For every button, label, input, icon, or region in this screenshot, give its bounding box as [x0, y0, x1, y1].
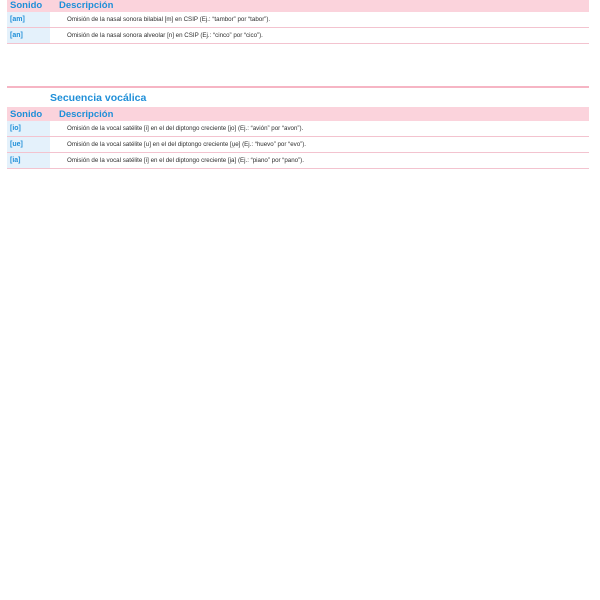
- section-title: Secuencia vocálica: [50, 92, 147, 104]
- table-row: [7, 153, 589, 169]
- table-vowel-sequence: [7, 107, 589, 169]
- description-column-header: Descripción: [50, 107, 589, 121]
- table-header-row: [7, 107, 589, 121]
- table-row: [7, 28, 589, 44]
- table-row: [7, 12, 589, 28]
- sound-cell: [an]: [7, 28, 50, 44]
- table-row: [7, 137, 589, 153]
- table-header-row: [7, 0, 589, 12]
- sound-cell: [ia]: [7, 153, 50, 169]
- sound-cell: [am]: [7, 12, 50, 28]
- sound-column-header: Sonido: [7, 0, 50, 12]
- description-cell: Omisión de la vocal satélite [i] en el del diptongo creciente [i̯o] (Ej.: “avión” por “avon”).: [50, 121, 589, 137]
- description-cell: Omisión de la nasal sonora alveolar [n] en CSIP (Ej.: “cinco” por “cico”).: [50, 28, 589, 44]
- sound-cell: [ue]: [7, 137, 50, 153]
- description-cell: Omisión de la vocal satélite [u] en el del diptongo creciente [u̯e] (Ej.: “huevo” por “evo”).: [50, 137, 589, 153]
- section-divider: [7, 86, 589, 88]
- description-column-header: Descripción: [50, 0, 589, 12]
- sound-column-header: Sonido: [7, 107, 50, 121]
- description-cell: Omisión de la nasal sonora bilabial [m] en CSIP (Ej.: “tambor” por “tabor”).: [50, 12, 589, 28]
- description-cell: Omisión de la vocal satélite [i] en el del diptongo creciente [i̯a] (Ej.: “piano” por “pano”).: [50, 153, 589, 169]
- table-nasal-omissions: [7, 0, 589, 44]
- table-row: [7, 121, 589, 137]
- sound-cell: [io]: [7, 121, 50, 137]
